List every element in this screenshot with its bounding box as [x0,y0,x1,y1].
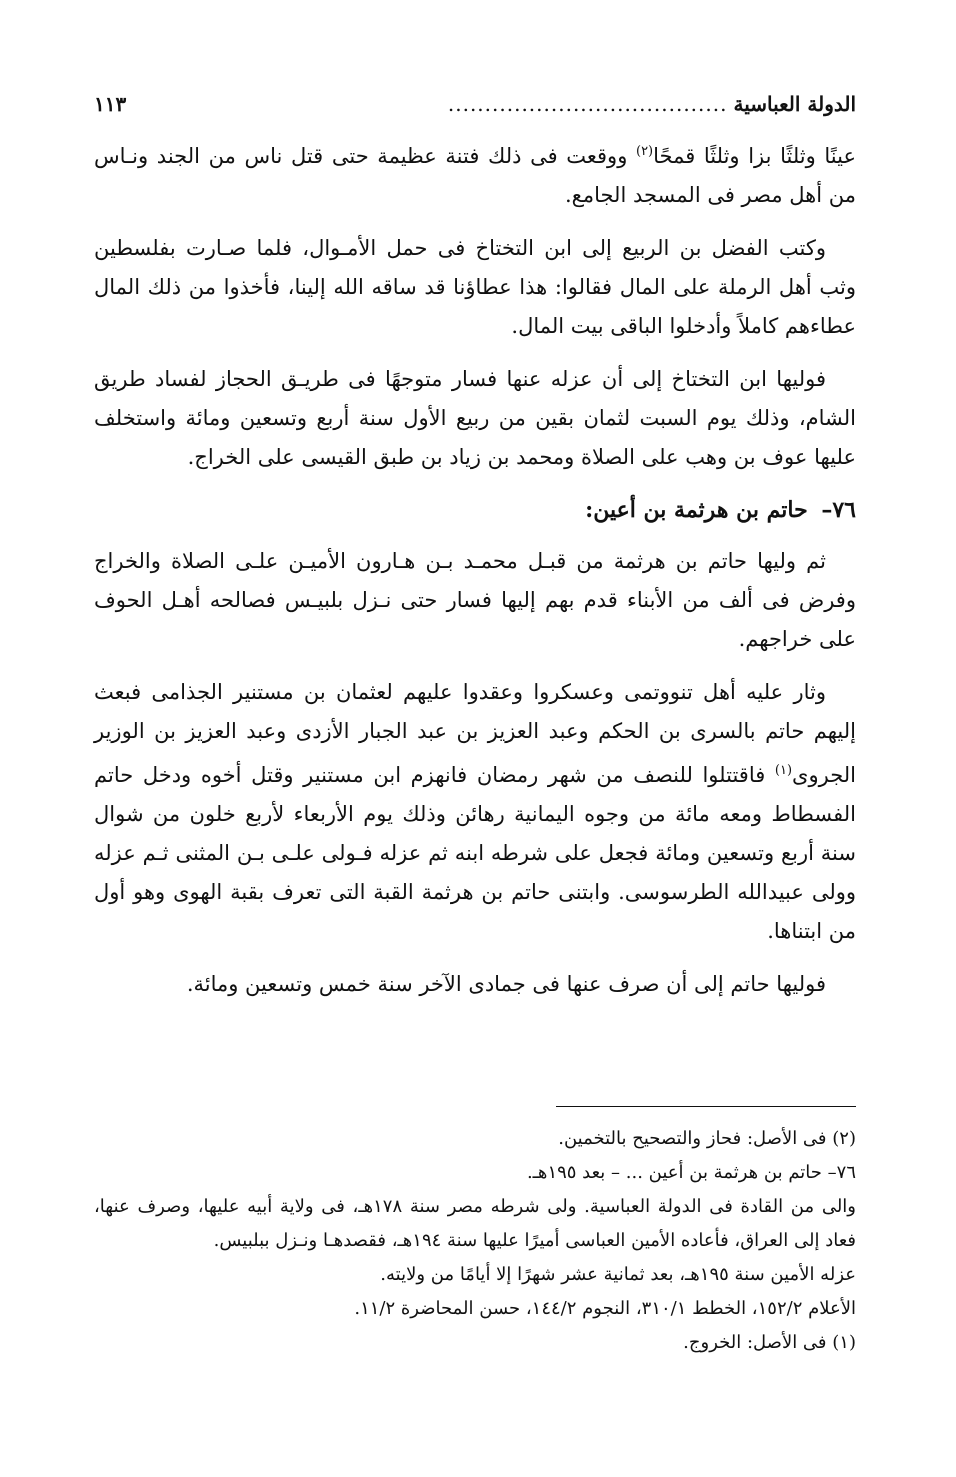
section-number: ٧٦– [821,497,856,523]
footnote-ref-1: (١) [774,763,793,778]
footnotes [94,1122,856,1360]
paragraph-text: عينًا وثلثًا بزا وثلثًا قمحًا [653,144,856,168]
header-title: الدولة العباسية [733,92,856,116]
section-heading [94,491,856,530]
running-header [94,92,856,116]
page-number: ١١٣ [94,92,127,116]
paragraph [94,673,856,951]
main-text [94,132,856,1018]
paragraph-continued [94,132,856,215]
footnote-sources: الأعلام ١٥٢/٢، الخطط ٣١٠/١، النجوم ١٤٤/٢، حسن المحاضرة ١١/٢. [354,1298,856,1319]
footnote-ref-2: (٢) [635,144,654,159]
paragraph-text: وثار عليه أهل تنووتمى وعسكروا وعقدوا عليهم لعثمان بن مستنير الجذامى فبعث إليهم حاتم بالسرى بن الحكم وعبد العزيز بن عبد الجبار الأزدى وعبد العزيز بن الوزير الجروى [94,680,856,787]
header-dot-leader: ...................................... [447,92,728,116]
footnote: (١) فى الأصل: الخروج. [683,1332,856,1353]
footnote-bio-heading: ٧٦– حاتم بن هرثمة بن أعين ... – بعد ١٩٥هـ. [526,1162,856,1183]
section-title: حاتم بن هرثمة بن أعين: [585,497,808,523]
footnote-separator [556,1106,856,1107]
paragraph: وكتب الفضل بن الربيع إلى ابن التختاخ فى حمل الأمـوال، فلما صـارت بفلسطين وثب أهل الرملة على المال فقالوا: هذا عطاؤنا قد ساقه الله إلينا، فأخذوا من ذلك المال عطاءهم كاملاً وأدخلوا الباقى بيت المال. [94,236,856,338]
footnote-bio: عزله الأمين سنة ١٩٥هـ، بعد ثمانية عشر شهرًا إلا أيامًا من ولايته. [380,1264,856,1285]
paragraph: فوليها ابن التختاخ إلى أن عزله عنها فسار متوجهًا فى طريـق الحجاز لفساد طريق الشام، وذلك يوم السبت لثمان بقين من ربيع الأول سنة أربع وتسعين ومائة واستخلف عليها عوف بن وهب على الصلاة ومحمد بن زياد بن طبق القيسى على الخراج. [94,367,856,469]
paragraph-text: فاقتتلوا للنصف من شهر رمضان فانهزم ابن مستنير وقتل أخوه ودخل حاتم الفسطاط ومعه مائة من وجوه اليمانية رهائن وذلك يوم الأربعاء لأربع خلون من شوال سنة أربع وتسعين ومائة فجعل على شرطه ابنه ثم عزله فـولى علـى بـن المثنى ثـم عزله وولى عبيدالله الطرسوسى. وابتنى حاتم بن هرثمة القبة التى تعرف بقبة الهوى وهو أول من ابتناها. [94,763,856,943]
paragraph-text: ووقعت فى ذلك فتنة عظيمة حتى قتل ناس من الجند ونـاس من أهل مصر فى المسجد الجامع. [94,144,856,207]
footnote-bio: والى من القادة فى الدولة العباسية. ولى شرطه مصر سنة ١٧٨هـ، فى ولاية أبيه عليها، وصرف عنها، فعاد إلى العراق، فأعاده الأمين العباسى أميرًا عليها سنة ١٩٤هـ، فقصدهـا ونـزل ببلبيس. [94,1196,856,1251]
footnote: (٢) فى الأصل: فحاز والتصحيح بالتخمين. [558,1128,856,1149]
paragraph: ثم وليها حاتم بن هرثمة من قبـل محمـد بـن هـارون الأميـن علـى الصلاة والخراج وفرض فى ألف من الأبناء قدم بهم إليها فسار حتى نـزل بلبيـس فصالحه أهـل الحوف على خراجهم. [94,549,856,651]
paragraph: فوليها حاتم إلى أن صرف عنها فى جمادى الآخر سنة خمس وتسعين ومائة. [186,972,826,996]
